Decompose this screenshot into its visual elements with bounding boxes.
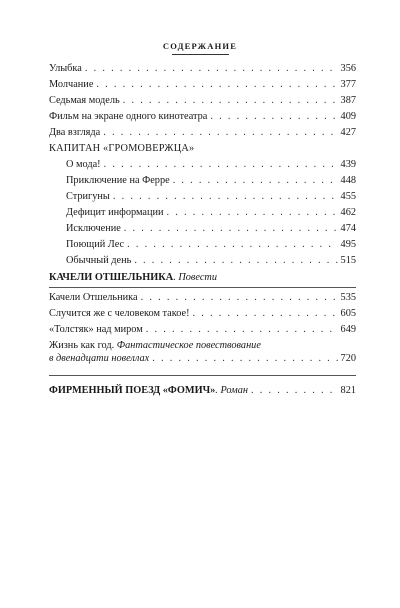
entry-title: Седьмая модель xyxy=(49,95,120,106)
page-header: СОДЕРЖАНИЕ xyxy=(162,41,238,51)
dot-leader xyxy=(146,323,338,336)
entry-line-2 xyxy=(49,352,356,365)
roman-heading-title: ФИРМЕННЫЙ ПОЕЗД «ФОМИЧ» xyxy=(49,385,216,396)
entry-title: Стригуны xyxy=(66,191,110,202)
toc-entry-roman xyxy=(49,384,356,397)
dot-leader xyxy=(96,78,337,91)
entry-title: Исключение xyxy=(66,223,121,234)
entry-title: Два взгляда xyxy=(49,127,101,138)
toc-entry xyxy=(49,323,356,336)
toc-entry xyxy=(49,291,356,304)
section-rule xyxy=(49,375,356,376)
dot-leader xyxy=(127,238,337,251)
entry-page: 377 xyxy=(340,79,356,90)
dot-leader xyxy=(123,94,338,107)
entry-page: 356 xyxy=(340,63,356,74)
toc-entry xyxy=(66,174,356,187)
povesti-heading-subtitle: . Повести xyxy=(173,272,217,283)
entry-page: 535 xyxy=(340,292,356,303)
toc-entry xyxy=(49,307,356,320)
toc-entry xyxy=(66,222,356,235)
entry-title: Улыбка xyxy=(49,63,82,74)
toc-entry xyxy=(49,94,356,107)
toc-entry xyxy=(49,110,356,123)
entry-title: Обычный день xyxy=(66,255,132,266)
entry-page: 448 xyxy=(340,175,356,186)
dot-leader xyxy=(85,62,338,75)
entry-title: Случится же с человеком такое! xyxy=(49,308,190,319)
entry-title: Дефицит информации xyxy=(66,207,164,218)
entry-page: 515 xyxy=(340,255,356,266)
entry-title: Приключение на Ферре xyxy=(66,175,170,186)
entry-page: 427 xyxy=(340,127,356,138)
entry-page: 649 xyxy=(340,324,356,335)
entry-page: 387 xyxy=(340,95,356,106)
dot-leader xyxy=(167,206,338,219)
dot-leader xyxy=(251,384,338,397)
toc-entry xyxy=(49,78,356,91)
entry-page: 455 xyxy=(340,191,356,202)
entry-page: 462 xyxy=(340,207,356,218)
section-rule xyxy=(49,287,356,288)
toc-entry xyxy=(66,238,356,251)
entry-page: 720 xyxy=(340,353,356,364)
entry-subtitle: в двенадцати новеллах xyxy=(49,353,150,364)
roman-heading-subtitle: . Роман xyxy=(215,385,248,396)
roman-heading xyxy=(49,384,248,397)
toc-entry xyxy=(66,158,356,171)
header-underline xyxy=(172,54,229,55)
entry-subtitle: Фантастическое повествование xyxy=(116,340,261,351)
entry-title: О мода! xyxy=(66,159,101,170)
dot-leader xyxy=(113,190,338,203)
entry-title: Качели Отшельника xyxy=(49,292,138,303)
dot-leader xyxy=(103,126,337,139)
toc-entry-multiline xyxy=(49,339,356,365)
toc-entry xyxy=(66,254,356,267)
entry-title: Поющий Лес xyxy=(66,239,125,250)
toc-entry xyxy=(66,206,356,219)
povesti-heading xyxy=(49,271,217,284)
toc-entry xyxy=(66,190,356,203)
entry-title: Молчание xyxy=(49,79,94,90)
entry-page: 495 xyxy=(340,239,356,250)
entry-page: 439 xyxy=(340,159,356,170)
toc-entry xyxy=(49,126,356,139)
entry-line-1 xyxy=(49,339,356,352)
dot-leader xyxy=(134,254,337,267)
entry-page: 409 xyxy=(340,111,356,122)
dot-leader xyxy=(124,222,338,235)
cycle-heading: КАПИТАН «ГРОМОВЕРЖЦА» xyxy=(49,143,195,154)
dot-leader xyxy=(104,158,338,171)
dot-leader xyxy=(173,174,338,187)
entry-page: 474 xyxy=(340,223,356,234)
entry-title: Фильм на экране одного кинотеатра xyxy=(49,111,208,122)
povesti-heading-title: КАЧЕЛИ ОТШЕЛЬНИКА xyxy=(49,272,174,283)
entry-page: 605 xyxy=(340,308,356,319)
toc-entry xyxy=(49,62,356,75)
entry-title: «Толстяк» над миром xyxy=(49,324,143,335)
entry-title: Жизнь как год. xyxy=(49,340,115,351)
dot-leader xyxy=(141,291,338,304)
dot-leader xyxy=(210,110,337,123)
dot-leader xyxy=(152,352,337,365)
dot-leader xyxy=(193,307,338,320)
entry-page: 821 xyxy=(340,385,356,396)
